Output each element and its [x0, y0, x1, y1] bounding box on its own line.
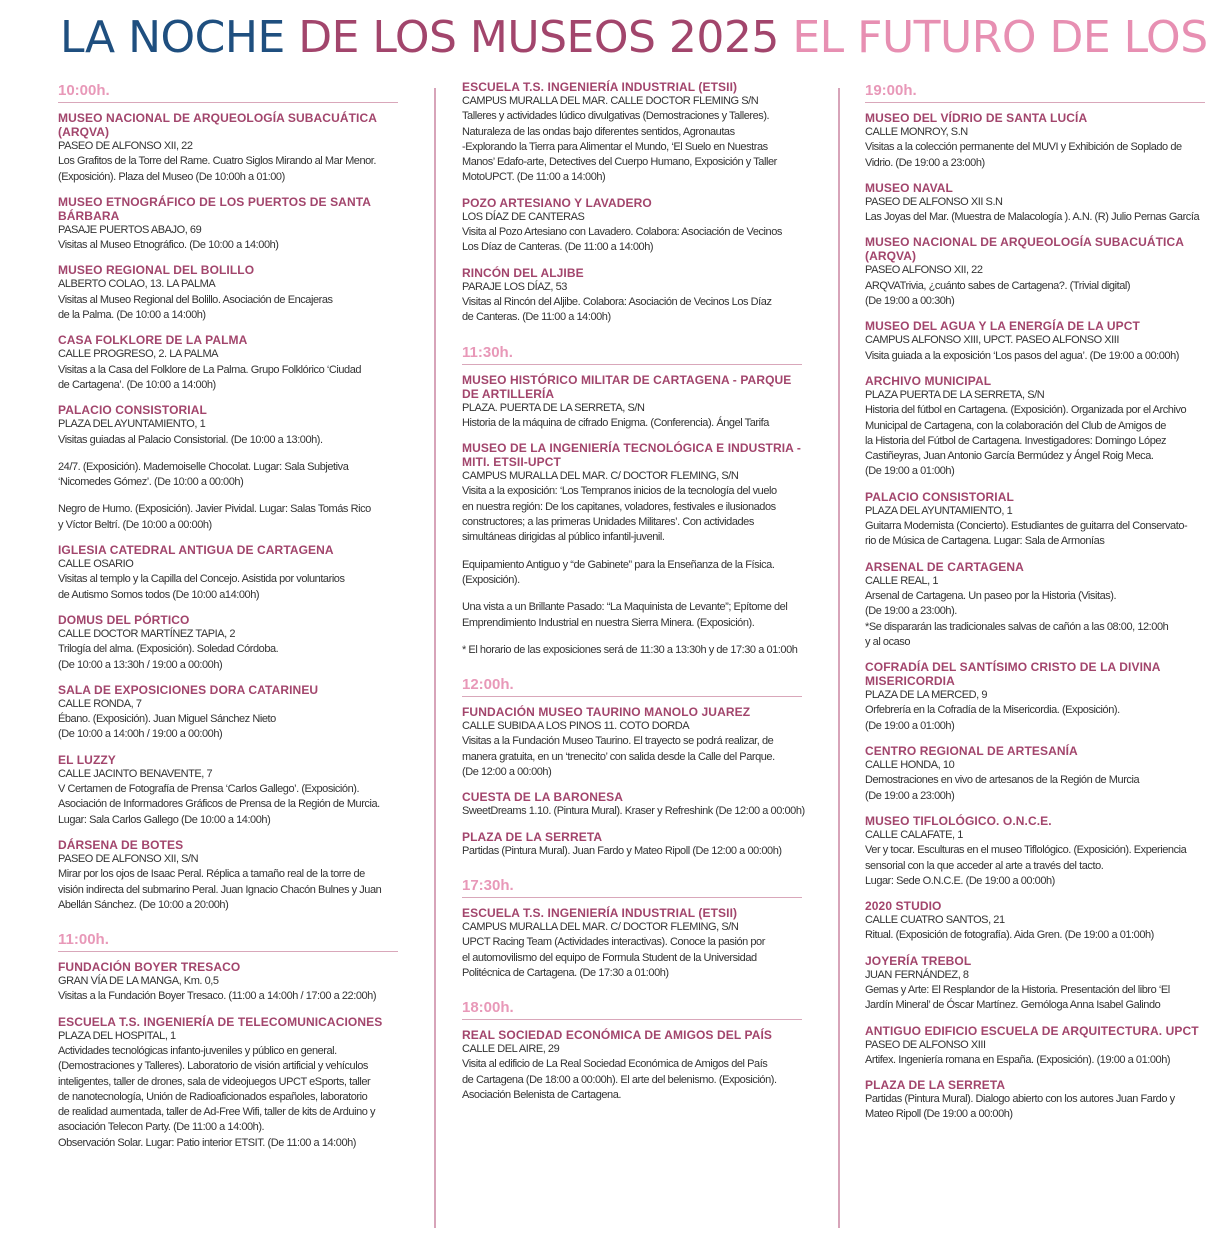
venue-description-line: ARQVATrivia, ¿cuánto sabes de Cartagena?. (Trivial digital) — [865, 279, 1131, 292]
venue-name: PALACIO CONSISTORIAL — [865, 489, 1014, 504]
venue-description-line: Orfebrería en la Cofradía de la Misericordia. (Exposición). — [865, 704, 1120, 717]
venue-entry — [462, 266, 807, 326]
venue-description-line: Talleres y actividades lúdico divulgativas (Demostraciones y Talleres). — [462, 110, 770, 123]
venue-description-line: Visitas al Rincón del Aljibe. Colabora: Asociación de Vecinos Los Díaz — [462, 295, 772, 308]
venue-description-line: Visitas a la Casa del Folklore de La Palma. Grupo Folklórico ‘Ciudad — [58, 363, 362, 376]
venue-address: PARAJE LOS DÍAZ, 53 — [462, 280, 567, 293]
venue-address: CAMPUS MURALLA DEL MAR. C/ DOCTOR FLEMING, S/N — [462, 470, 739, 483]
venue-description-line: V Certamen de Fotografía de Prensa ‘Carlos Gallego’. (Exposición). — [58, 783, 360, 796]
time-heading: 17:30h. — [462, 877, 802, 898]
venue-description-line: manera gratuita, en un ‘trenecito’ con salida desde la Calle del Parque. — [462, 750, 775, 763]
venue-entry — [462, 906, 807, 981]
venue-address: CALLE DOCTOR MARTÍNEZ TAPIA, 2 — [58, 627, 236, 640]
venue-description-line: el automovilismo del equipo de Formula Student de la Universidad — [462, 951, 757, 964]
venue-description-line: Visita al Pozo Artesiano con Lavadero. Colabora: Asociación de Vecinos — [462, 226, 782, 239]
venue-address: CALLE MONROY, S.N — [865, 126, 968, 138]
venue-address: CALLE CUATRO SANTOS, 21 — [865, 914, 1005, 927]
venue-entry — [865, 899, 1213, 944]
venue-description-line: (De 10:00 a 13:30h / 19:00 a 00:00h) — [58, 658, 223, 671]
venue-address: PLAZA DE LA MERCED, 9 — [865, 689, 987, 702]
venue-description-line: Emprendimiento Industrial en nuestra Sierra Minera. (Exposición). — [462, 616, 755, 629]
venue-description-line: Los Grafitos de la Torre del Rame. Cuatro Siglos Mirando al Mar Menor. — [58, 155, 377, 168]
venue-name: IGLESIA CATEDRAL ANTIGUA DE CARTAGENA — [58, 543, 334, 558]
venue-description-line: Castiñeyras, Juan Antonio García Bermúdez y Ángel Roig Meca. — [865, 450, 1154, 463]
venue-entry — [865, 235, 1213, 309]
venue-description-line: Abellán Sánchez. (De 10:00 a 20:00h) — [58, 898, 229, 911]
venue-description-line: sensorial con la que acceder al arte a través del tacto. — [865, 859, 1104, 872]
venue-name: ESCUELA T.S. INGENIERÍA INDUSTRIAL (ETSII) — [462, 905, 738, 920]
venue-address: CALLE REAL, 1 — [865, 574, 939, 587]
venue-description-line: (Exposición). Plaza del Museo (De 10:00h a 01:00) — [58, 170, 285, 183]
venue-description-line: Ébano. (Exposición). Juan Miguel Sánchez Nieto — [58, 713, 276, 726]
venue-description-line: Observación Solar. Lugar: Patio interior ETSIT. (De 11:00 a 14:00h) — [58, 1136, 356, 1149]
venue-address: CAMPUS MURALLA DEL MAR. CALLE DOCTOR FLEMING S/N — [462, 95, 759, 107]
venue-description-line: Visitas al templo y la Capilla del Concejo. Asistida por voluntarios — [58, 573, 345, 586]
venue-name: MUSEO NAVAL — [865, 180, 953, 195]
venue-address: PASEO ALFONSO XII, 22 — [865, 264, 983, 277]
venue-description-line: de nanotecnología, Unión de Radioaficionados españoles, laboratorio — [58, 1090, 368, 1103]
venue-description-line: Ver y tocar. Esculturas en el museo Tiflológico. (Exposición). Experiencia — [865, 844, 1187, 857]
venue-name: PLAZA DE LA SERRETA — [865, 1078, 1006, 1093]
venue-name: PLAZA DE LA SERRETA — [462, 829, 603, 844]
venue-description-line: Demostraciones en vivo de artesanos de la Región de Murcia — [865, 774, 1140, 787]
venue-description-line: rio de Música de Cartagena. Lugar: Sala de Armonías — [865, 535, 1105, 548]
venue-description-line: Las Joyas del Mar. (Muestra de Malacología ). A.N. (R) Julio Pernas García — [865, 211, 1200, 224]
venue-description-line: (De 19:00 a 01:00h) — [865, 465, 955, 478]
venue-description-line: Municipal de Cartagena, con la colaboración del Club de Amigos de — [865, 419, 1166, 432]
venue-description-line: la Historia del Fútbol de Cartagena. Investigadores: Domingo López — [865, 434, 1167, 447]
venue-name: POZO ARTESIANO Y LAVADERO — [462, 195, 652, 210]
venue-entry — [58, 753, 403, 828]
venue-address: ALBERTO COLAO, 13. LA PALMA — [58, 278, 216, 291]
venue-name: COFRADÍA DEL SANTÍSIMO CRISTO DE LA DIVINA MISERICORDIA — [865, 660, 1161, 689]
venue-name: ANTIGUO EDIFICIO ESCUELA DE ARQUITECTURA. UPCT — [865, 1023, 1199, 1038]
venue-entry — [865, 1078, 1213, 1123]
venue-address: PASEO DE ALFONSO XIII — [865, 1038, 986, 1051]
venue-entry — [58, 111, 403, 185]
venue-description-line: Asociación Belenista de Cartagena. — [462, 1088, 621, 1101]
venue-description-line: Los Díaz de Canteras. (De 11:00 a 14:00h) — [462, 241, 654, 254]
venue-description-line: Negro de Humo. (Exposición). Javier Pividal. Lugar: Salas Tomás Rico — [58, 503, 371, 516]
venue-address: GRAN VÍA DE LA MANGA, Km. 0,5 — [58, 975, 219, 988]
venue-name: ESCUELA T.S. INGENIERÍA DE TELECOMUNICACIONES — [58, 1014, 383, 1029]
venue-description-line: (Demostraciones y Talleres). Laboratorio de visión artificial y vehículos — [58, 1060, 368, 1073]
venue-address: CALLE RONDA, 7 — [58, 697, 142, 710]
venue-name: CENTRO REGIONAL DE ARTESANÍA — [865, 744, 1078, 759]
venue-description-line: y Víctor Beltrí. (De 10:00 a 00:00h) — [58, 518, 212, 531]
venue-description-line: Actividades tecnológicas infanto-juveniles y público en general. — [58, 1044, 337, 1057]
venue-description-line: (De 19:00 a 23:00h). — [865, 605, 957, 618]
venue-entry — [462, 705, 807, 780]
venue-description-line: inteligentes, taller de drones, sala de videojuegos UPCT eSports, taller — [58, 1075, 371, 1088]
venue-description-line: Visitas a la Fundación Boyer Tresaco. (11:00 a 14:00h / 17:00 a 22:00h) — [58, 990, 377, 1003]
venue-address: JUAN FERNÁNDEZ, 8 — [865, 968, 969, 981]
venue-description-line: UPCT Racing Team (Actividades interactivas). Conoce la pasión por — [462, 936, 765, 949]
venue-description-line: en nuestra región: De los capitanes, voladores, festivales e ilusionados — [462, 500, 776, 513]
venue-description-line: MotoUPCT. (De 11:00 a 14:00h) — [462, 171, 606, 184]
venue-description-line: Visita al edificio de La Real Sociedad Económica de Amigos del País — [462, 1058, 768, 1071]
venue-description-line: Lugar: Sala Carlos Gallego (De 10:00 a 14:00h) — [58, 813, 271, 826]
venue-entry — [462, 373, 807, 432]
venue-extra-activity — [462, 643, 807, 658]
venue-description-line: Ritual. (Exposición de fotografía). Aida Gren. (De 19:00 a 01:00h) — [865, 929, 1154, 942]
venue-name: ESCUELA T.S. INGENIERÍA INDUSTRIAL (ETSII) — [462, 80, 738, 94]
venue-extra-activity — [462, 558, 807, 589]
venue-entry — [865, 660, 1213, 734]
venue-description-line: de Cartagena (De 18:00 a 00:00h). El arte del belenismo. (Exposición). — [462, 1073, 777, 1086]
venue-description-line: Historia del fútbol en Cartagena. (Exposición). Organizada por el Archivo — [865, 404, 1187, 417]
venue-name: PALACIO CONSISTORIAL — [58, 403, 207, 418]
column-divider — [434, 88, 436, 1228]
venue-description-line: Partidas (Pintura Mural). Dialogo abierto con los autores Juan Fardo y — [865, 1093, 1175, 1106]
venue-description-line: * El horario de las exposiciones será de 11:30 a 13:30h y de 17:30 a 01:00h — [462, 643, 798, 656]
venue-address: CALLE JACINTO BENAVENTE, 7 — [58, 767, 213, 780]
column-3 — [865, 80, 1213, 1133]
time-heading: 12:00h. — [462, 676, 802, 697]
venue-entry — [462, 830, 807, 859]
venue-address: LOS DÍAZ DE CANTERAS — [462, 210, 585, 223]
venue-name: SALA DE EXPOSICIONES DORA CATARINEU — [58, 682, 319, 697]
venue-entry — [58, 838, 403, 913]
title-part-2: DE LOS MUSEOS 2025 — [298, 12, 779, 63]
venue-description-line: Arsenal de Cartagena. Un paseo por la Historia (Visitas). — [865, 589, 1117, 602]
venue-name: JOYERÍA TREBOL — [865, 953, 972, 968]
time-heading: 11:00h. — [58, 931, 398, 952]
venue-description-line: Visita guiada a la exposición ‘Los pasos del agua’. (De 19:00 a 00:00h) — [865, 349, 1179, 362]
venue-extra-activity — [58, 502, 403, 533]
venue-description-line: Naturaleza de las ondas bajo diferentes sentidos, Agronautas — [462, 125, 735, 138]
venue-description-line: ‘Nicomedes Gómez’. (De 10:00 a 00:00h) — [58, 476, 244, 489]
venue-address: PLAZA DEL HOSPITAL, 1 — [58, 1029, 176, 1042]
venue-entry — [462, 196, 807, 256]
venue-description-line: Gemas y Arte: El Resplandor de la Historia. Presentación del libro ‘El — [865, 983, 1170, 996]
venue-name: MUSEO DEL VÍDRIO DE SANTA LUCÍA — [865, 111, 1088, 125]
venue-entry — [58, 613, 403, 673]
venue-description-line: Visitas guiadas al Palacio Consistorial. (De 10:00 a 13:00h). — [58, 433, 323, 446]
venue-entry — [58, 263, 403, 323]
venue-description-line: Jardín Mineral’ de Óscar Martínez. Gemóloga Anna Isabel Galindo — [865, 999, 1161, 1012]
venue-name: FUNDACIÓN BOYER TRESACO — [58, 960, 241, 975]
venue-address: CAMPUS MURALLA DEL MAR. C/ DOCTOR FLEMING, S/N — [462, 920, 739, 933]
venue-entry — [462, 441, 807, 658]
venue-description-line: de Autismo Somos todos (De 10:00 a14:00h) — [58, 588, 260, 601]
venue-address: CALLE CALAFATE, 1 — [865, 828, 963, 841]
venue-entry — [865, 1024, 1213, 1069]
venue-description-line: (De 19:00 a 23:00h) — [865, 789, 955, 802]
venue-name: 2020 STUDIO — [865, 899, 942, 914]
venue-entry — [58, 683, 403, 743]
venue-address: PASEO DE ALFONSO XII, 22 — [58, 140, 193, 152]
venue-extra-activity — [58, 460, 403, 491]
venue-description-line: Vidrio. (De 19:00 a 23:00h) — [865, 156, 985, 169]
venue-description-line: (De 19:00 a 00:30h) — [865, 295, 955, 308]
venue-description-line: de Cartagena’. (De 10:00 a 14:00h) — [58, 378, 216, 391]
venue-address: PLAZA PUERTA DE LA SERRETA, S/N — [865, 388, 1045, 401]
venue-name: MUSEO TIFLOLÓGICO. O.N.C.E. — [865, 813, 1052, 828]
time-heading: 10:00h. — [58, 82, 398, 103]
venue-name: MUSEO NACIONAL DE ARQUEOLOGÍA SUBACUÁTICA (ARQVA) — [58, 111, 377, 139]
venue-name: ARCHIVO MUNICIPAL — [865, 373, 992, 388]
time-heading: 19:00h. — [865, 82, 1205, 103]
venue-name: MUSEO ETNOGRÁFICO DE LOS PUERTOS DE SANTA BÁRBARA — [58, 194, 371, 223]
venue-entry — [865, 374, 1213, 480]
venue-name: MUSEO DEL AGUA Y LA ENERGÍA DE LA UPCT — [865, 319, 1140, 334]
venue-name: DÁRSENA DE BOTES — [58, 837, 184, 852]
venue-description-line: Visitas al Museo Regional del Bolillo. Asociación de Encajeras — [58, 293, 333, 306]
venue-address: PASAJE PUERTOS ABAJO, 69 — [58, 223, 202, 236]
venue-description-line: Una vista a un Brillante Pasado: “La Maquinista de Levante”; Epítome del — [462, 601, 788, 614]
venue-name: EL LUZZY — [58, 752, 116, 767]
venue-entry — [865, 319, 1213, 364]
title-part-3: EL FUTURO DE LOS — [792, 12, 1208, 63]
venue-description-line: Trilogía del alma. (Exposición). Soledad Córdoba. — [58, 643, 279, 656]
venue-description-line: 24/7. (Exposición). Mademoiselle Chocolat. Lugar: Sala Subjetiva — [58, 460, 349, 473]
column-2 — [462, 80, 807, 1113]
venue-address: CALLE PROGRESO, 2. LA PALMA — [58, 348, 219, 361]
venue-description-line: (De 12:00 a 00:00h) — [462, 766, 552, 779]
venue-entry — [58, 333, 403, 393]
column-divider — [838, 88, 840, 1228]
venue-name: RINCÓN DEL ALJIBE — [462, 265, 584, 280]
venue-description-line: simultáneas dirigidas al público infantil-juvenil. — [462, 531, 665, 544]
venue-address: CALLE OSARIO — [58, 558, 134, 571]
time-heading: 11:30h. — [462, 344, 802, 365]
venue-description-line: Mirar por los ojos de Isaac Peral. Réplica a tamaño real de la torre de — [58, 868, 365, 881]
venue-entry — [865, 744, 1213, 804]
venue-description-line: Partidas (Pintura Mural). Juan Fardo y Mateo Ripoll (De 12:00 a 00:00h) — [462, 844, 782, 857]
venue-extra-activity — [462, 600, 807, 631]
venue-description-line: asociación Telecon Party. (De 11:00 a 14:00h). — [58, 1121, 265, 1134]
venue-description-line: -Explorando la Tierra para Alimentar el Mundo, ‘El Suelo en Nuestras — [462, 140, 768, 153]
venue-description-line: de la Palma. (De 10:00 a 14:00h) — [58, 309, 206, 322]
venue-name: CUESTA DE LA BARONESA — [462, 790, 623, 805]
venue-entry — [865, 560, 1213, 650]
venue-name: FUNDACIÓN MUSEO TAURINO MANOLO JUAREZ — [462, 705, 751, 720]
title-part-1: LA NOCHE — [60, 12, 285, 63]
venue-name: ARSENAL DE CARTAGENA — [865, 559, 1024, 574]
venue-entry — [865, 814, 1213, 889]
venue-address: CALLE HONDA, 10 — [865, 759, 955, 772]
venue-entry — [58, 543, 403, 603]
venue-address: CALLE SUBIDA A LOS PINOS 11. COTO DORDA — [462, 720, 690, 733]
venue-entry — [865, 181, 1213, 226]
venue-entry — [462, 790, 807, 819]
venue-description-line: Visitas al Museo Etnográfico. (De 10:00 a 14:00h) — [58, 239, 279, 252]
venue-entry — [462, 1028, 807, 1103]
venue-address: CALLE DEL AIRE, 29 — [462, 1043, 560, 1056]
venue-description-line: Manos’ Edafo-arte, Detectives del Cuerpo Humano, Exposición y Taller — [462, 156, 777, 169]
venue-description-line: Visita a la exposición: ‘Los Tempranos inicios de la tecnología del vuelo — [462, 485, 777, 498]
venue-entry — [58, 195, 403, 254]
venue-description-line: Artifex. Ingeniería romana en España. (Exposición). (19:00 a 01:00h) — [865, 1053, 1171, 1066]
venue-entry — [58, 403, 403, 533]
venue-description-line: Asociación de Informadores Gráficos de Prensa de la Región de Murcia. — [58, 798, 380, 811]
venue-description-line: (De 19:00 a 01:00h) — [865, 719, 955, 732]
venue-address: CAMPUS ALFONSO XIII, UPCT. PASEO ALFONSO XIII — [865, 334, 1120, 347]
venue-name: CASA FOLKLORE DE LA PALMA — [58, 333, 248, 348]
venue-entry — [865, 490, 1213, 550]
venue-entry — [58, 1015, 403, 1151]
venue-description-line: Historia de la máquina de cifrado Enigma. (Conferencia). Ángel Tarifa — [462, 416, 769, 429]
venue-entry — [58, 960, 403, 1005]
venue-entry — [865, 954, 1213, 1014]
venue-description-line: (Exposición). — [462, 573, 520, 586]
venue-address: PLAZA DEL AYUNTAMIENTO, 1 — [865, 504, 1013, 517]
venue-name: DOMUS DEL PÓRTICO — [58, 612, 190, 627]
venue-description-line: *Se dispararán las tradicionales salvas de cañón a las 08:00, 12:00h — [865, 620, 1169, 633]
venue-address: PASEO DE ALFONSO XII S.N — [865, 195, 1003, 208]
venue-description-line: Visitas a la Fundación Museo Taurino. El trayecto se podrá realizar, de — [462, 735, 774, 748]
venue-description-line: Guitarra Modernista (Concierto). Estudiantes de guitarra del Conservato- — [865, 520, 1188, 533]
venue-description-line: Visitas a la colección permanente del MUVI y Exhibición de Soplado de — [865, 141, 1182, 154]
venue-description-line: constructores; a las primeras Unidades Militares’. Con actividades — [462, 516, 754, 529]
venue-description-line: visión indirecta del submarino Peral. Juan Ignacio Chacón Bulnes y Juan — [58, 883, 382, 896]
venue-description-line: SweetDreams 1.10. (Pintura Mural). Kraser y Refreshink (De 12:00 a 00:00h) — [462, 805, 805, 818]
venue-name: MUSEO REGIONAL DEL BOLILLO — [58, 263, 255, 278]
venue-description-line: de Canteras. (De 11:00 a 14:00h) — [462, 311, 611, 324]
venue-address: PLAZA. PUERTA DE LA SERRETA, S/N — [462, 401, 645, 414]
time-heading: 18:00h. — [462, 999, 802, 1020]
venue-entry — [865, 111, 1213, 171]
venue-description-line: y al ocaso — [865, 635, 911, 648]
venue-description-line: Equipamiento Antiguo y “de Gabinete” para la Enseñanza de la Física. — [462, 558, 775, 571]
venue-description-line: de realidad aumentada, taller de Ad-Free Wifi, taller de kits de Arduino y — [58, 1106, 376, 1119]
venue-description-line: (De 10:00 a 14:00h / 19:00 a 00:00h) — [58, 728, 223, 741]
venue-name: MUSEO HISTÓRICO MILITAR DE CARTAGENA - PARQUE DE ARTILLERÍA — [462, 372, 792, 401]
venue-address: PASEO DE ALFONSO XII, S/N — [58, 852, 199, 865]
page-title — [60, 10, 1208, 66]
column-1 — [58, 80, 403, 1161]
venue-name: REAL SOCIEDAD ECONÓMICA DE AMIGOS DEL PAÍS — [462, 1028, 773, 1043]
venue-entry — [462, 80, 807, 186]
venue-address: PLAZA DEL AYUNTAMIENTO, 1 — [58, 418, 206, 431]
venue-description-line: Lugar: Sede O.N.C.E. (De 19:00 a 00:00h) — [865, 874, 1055, 887]
venue-description-line: Politécnica de Cartagena. (De 17:30 a 01:00h) — [462, 966, 669, 979]
venue-name: MUSEO DE LA INGENIERÍA TECNOLÓGICA E INDUSTRIA - MITI. ETSII-UPCT — [462, 441, 802, 470]
venue-name: MUSEO NACIONAL DE ARQUEOLOGÍA SUBACUÁTICA (ARQVA) — [865, 235, 1184, 264]
venue-description-line: Mateo Ripoll (De 19:00 a 00:00h) — [865, 1108, 1013, 1121]
